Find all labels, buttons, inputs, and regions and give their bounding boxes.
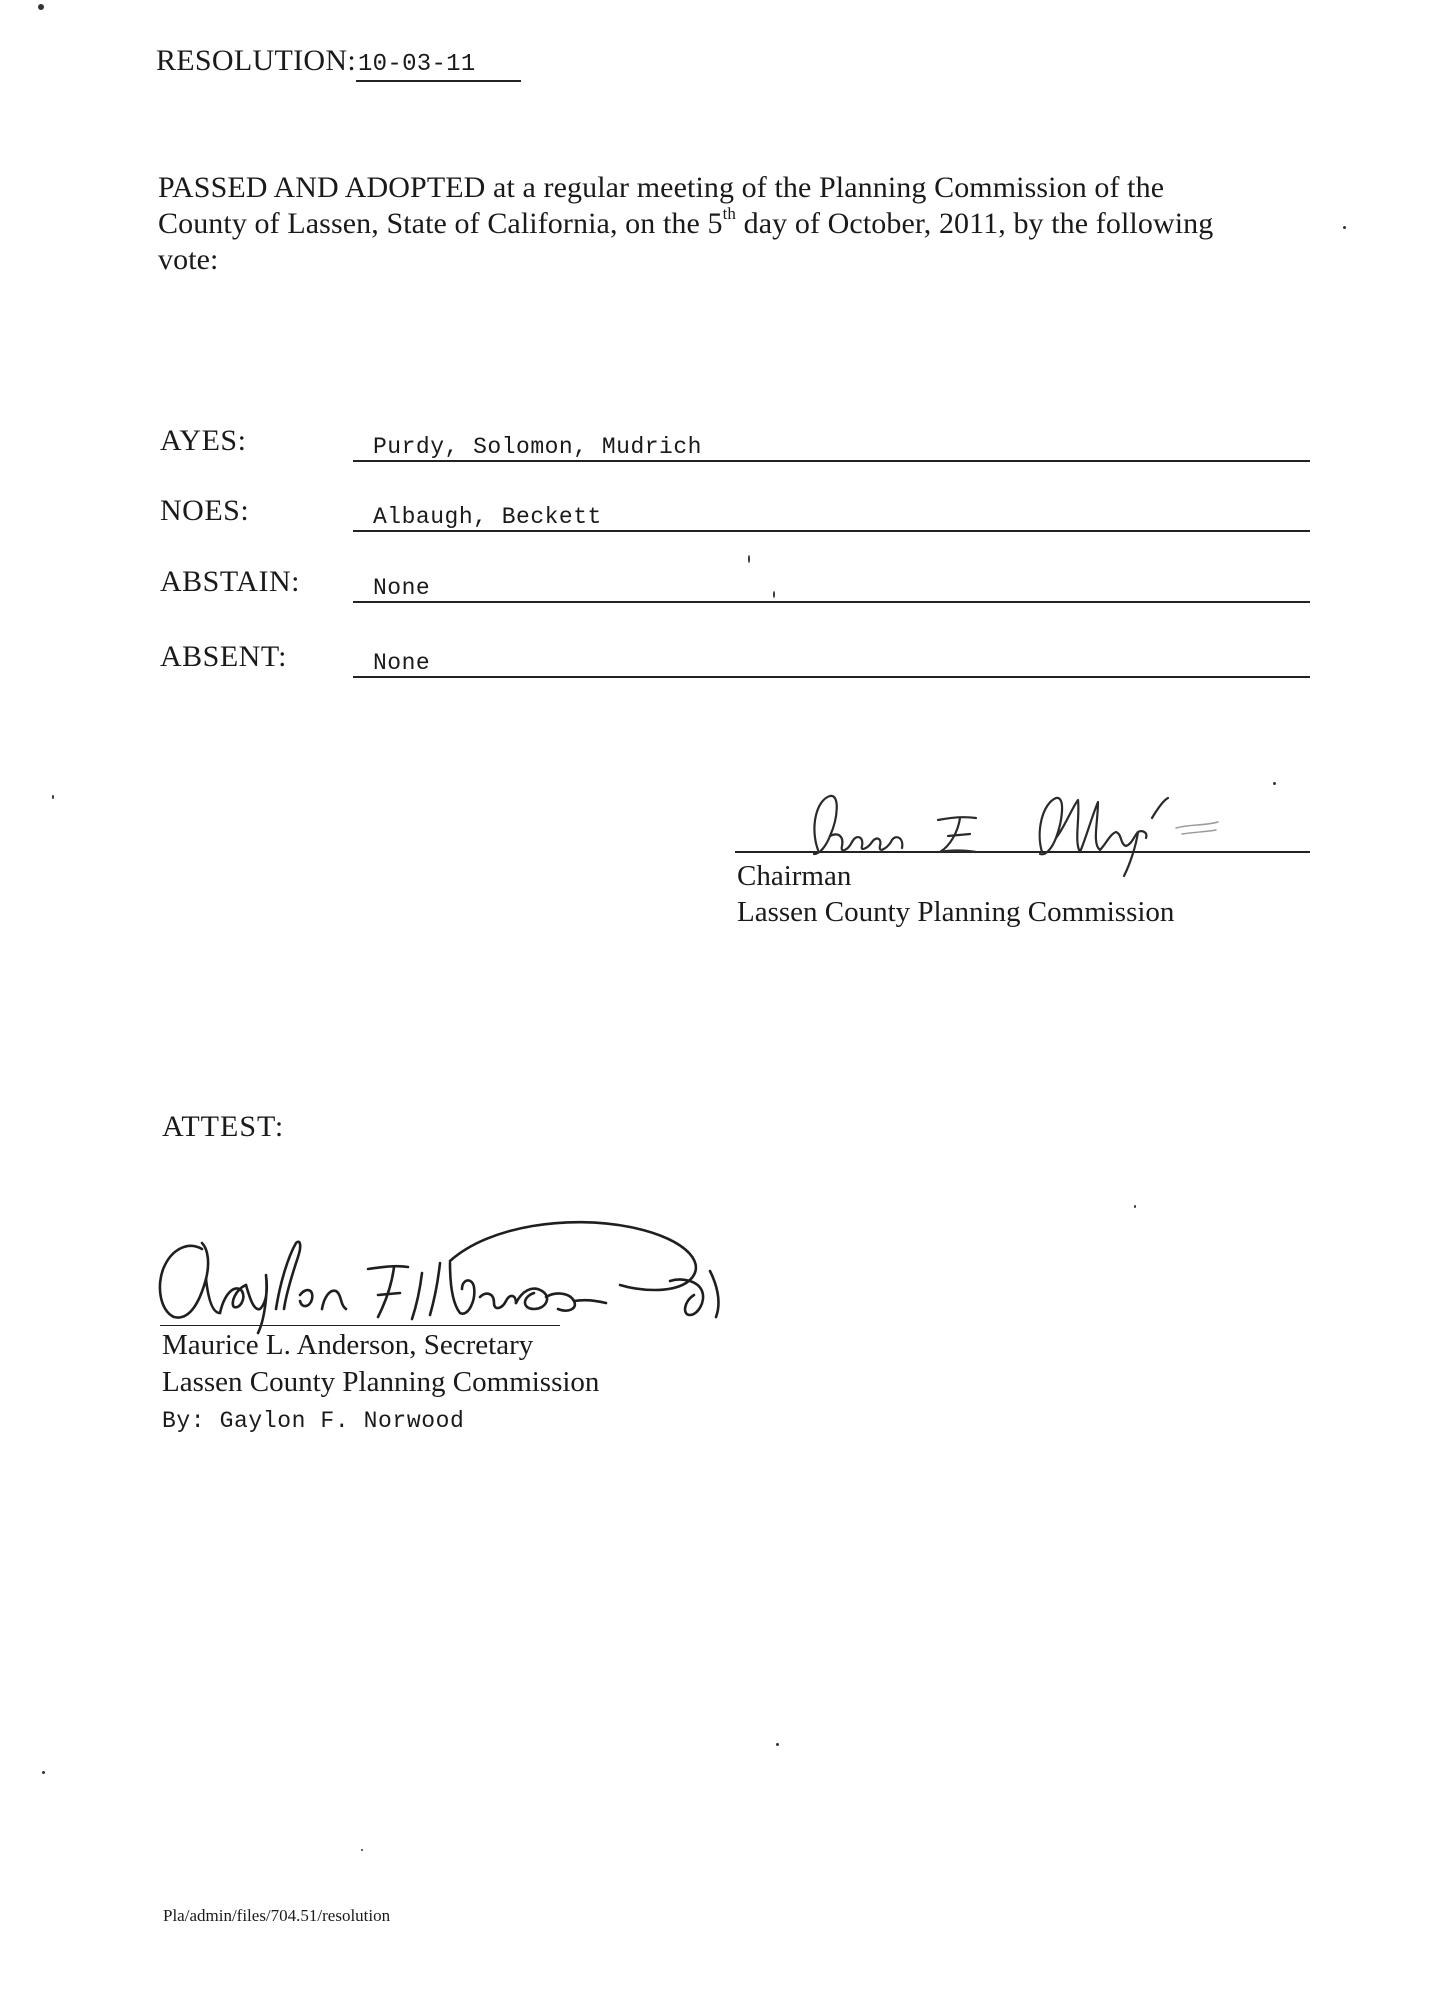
vote-row-abstain (160, 563, 1310, 603)
vote-label: AYES: (160, 424, 247, 457)
vote-underline (353, 460, 1310, 462)
scan-speck (1273, 782, 1276, 785)
scan-speck (1343, 226, 1346, 229)
vote-underline (353, 530, 1310, 532)
scan-speck (38, 4, 44, 10)
vote-value: None (373, 650, 431, 676)
passed-adopted-paragraph (158, 170, 1308, 278)
chairman-organization: Lassen County Planning Commission (737, 896, 1175, 928)
secretary-block (162, 1327, 599, 1440)
scan-speck (748, 555, 750, 563)
scan-speck (42, 1771, 45, 1774)
chairman-title: Chairman (737, 860, 852, 892)
vote-underline (353, 601, 1310, 603)
vote-row-ayes (160, 422, 1310, 462)
scan-speck (1134, 1205, 1136, 1208)
vote-underline (353, 676, 1310, 678)
resolution-header (156, 44, 521, 82)
vote-label: NOES: (160, 494, 250, 527)
secretary-signature (150, 1205, 750, 1335)
resolution-label: RESOLUTION: (156, 44, 356, 77)
attest-label: ATTEST: (162, 1110, 285, 1143)
vote-value: None (373, 575, 431, 601)
scan-speck (773, 591, 775, 598)
scan-speck (361, 1849, 363, 1851)
paragraph-line-2 (158, 206, 1308, 242)
signed-by-line: By: Gaylon F. Norwood (162, 1408, 465, 1434)
scan-speck (52, 795, 54, 799)
paragraph-line-2-start: County of Lassen, State of California, on the 5 (158, 207, 723, 240)
vote-row-noes (160, 492, 1310, 532)
paragraph-line-1: PASSED AND ADOPTED at a regular meeting of the Planning Commission of the (158, 171, 1165, 204)
scan-speck (776, 1743, 779, 1746)
paragraph-line-2-end: day of October, 2011, by the following (736, 207, 1214, 240)
vote-value: Purdy, Solomon, Mudrich (373, 434, 702, 460)
secretary-name: Maurice L. Anderson, Secretary (162, 1329, 534, 1361)
vote-row-absent (160, 638, 1310, 678)
secretary-organization: Lassen County Planning Commission (162, 1366, 600, 1398)
resolution-number: 10-03-11 (356, 50, 521, 82)
vote-label: ABSENT: (160, 640, 288, 673)
chairman-block (737, 858, 1174, 930)
ordinal-suffix: th (722, 204, 737, 223)
secretary-signature-line (160, 1325, 560, 1326)
footer-file-path: Pla/admin/files/704.51/resolution (163, 1906, 391, 1925)
vote-value: Albaugh, Beckett (373, 504, 602, 530)
paragraph-line-3: vote: (158, 243, 219, 276)
vote-label: ABSTAIN: (160, 565, 300, 598)
